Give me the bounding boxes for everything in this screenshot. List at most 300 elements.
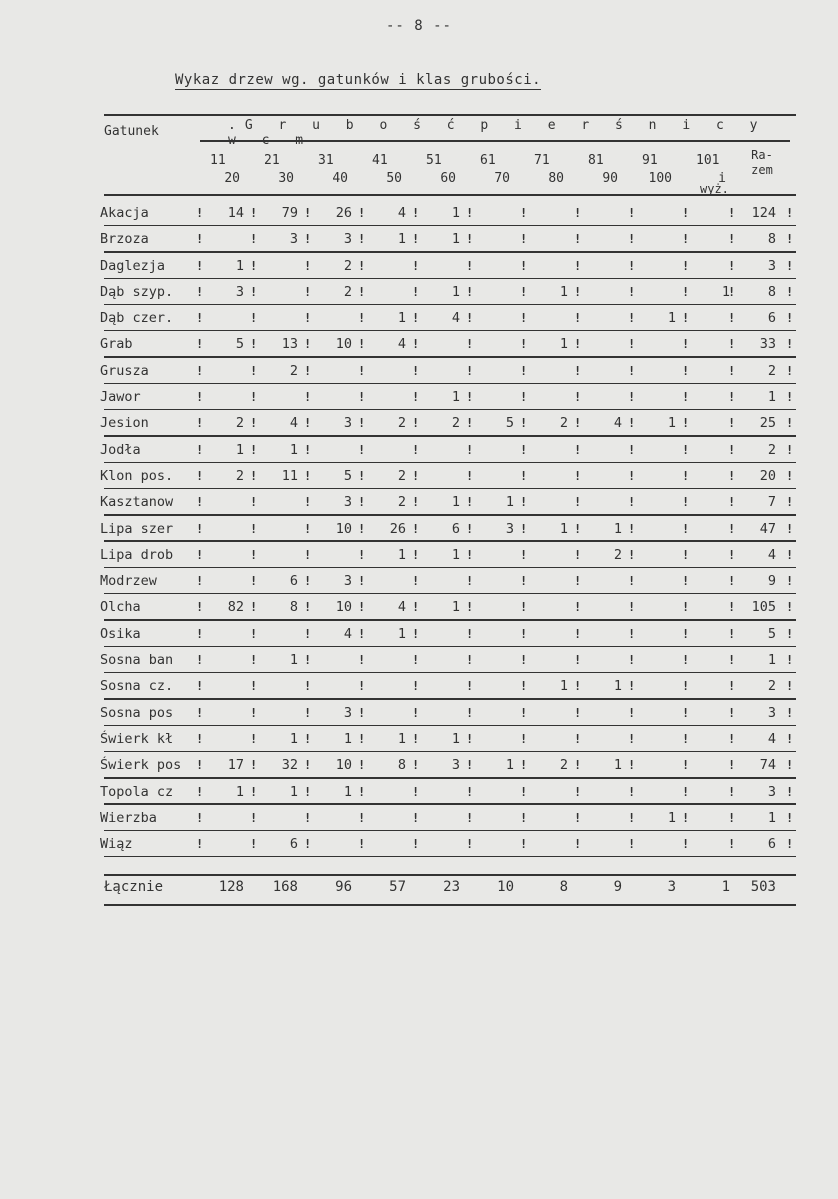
column-separator: ! bbox=[466, 495, 474, 510]
column-separator: ! bbox=[412, 679, 420, 694]
column-separator: ! bbox=[520, 731, 528, 746]
column-separator: ! bbox=[628, 574, 636, 589]
summary-cell: 9 bbox=[613, 879, 622, 895]
row-total: 6 bbox=[767, 310, 776, 327]
column-separator: ! bbox=[250, 731, 258, 746]
column-separator: ! bbox=[466, 600, 474, 615]
column-separator: ! bbox=[628, 363, 636, 378]
table-row bbox=[96, 570, 796, 596]
column-separator: ! bbox=[520, 232, 528, 247]
column-separator: ! bbox=[628, 337, 636, 352]
column-separator: ! bbox=[628, 758, 636, 773]
column-separator: ! bbox=[786, 574, 794, 589]
table-cell: 5 bbox=[235, 336, 244, 353]
column-separator: ! bbox=[304, 731, 312, 746]
column-separator: ! bbox=[412, 390, 420, 405]
column-separator: ! bbox=[682, 232, 690, 247]
column-separator: ! bbox=[466, 416, 474, 431]
row-total: 1 bbox=[767, 809, 776, 826]
column-separator: ! bbox=[466, 232, 474, 247]
column-separator: ! bbox=[682, 495, 690, 510]
column-separator: ! bbox=[574, 363, 582, 378]
column-separator: ! bbox=[728, 206, 736, 220]
column-separator: ! bbox=[628, 810, 636, 825]
species-name: Jawor bbox=[100, 389, 141, 406]
header-class-51 bbox=[416, 152, 470, 188]
column-separator: ! bbox=[466, 337, 474, 352]
column-separator: ! bbox=[466, 390, 474, 405]
table-row bbox=[96, 623, 796, 649]
column-separator: ! bbox=[466, 468, 474, 483]
column-separator: ! bbox=[304, 705, 312, 720]
row-total: 4 bbox=[767, 730, 776, 747]
column-separator: ! bbox=[358, 574, 366, 589]
header-class-41 bbox=[362, 152, 416, 188]
column-separator: ! bbox=[728, 442, 736, 457]
row-total: 8 bbox=[767, 283, 776, 300]
column-separator: ! bbox=[520, 311, 528, 326]
column-separator: ! bbox=[304, 416, 312, 431]
table-row bbox=[96, 807, 796, 833]
table-cell: 2 bbox=[613, 546, 622, 563]
species-name: Świerk kł bbox=[100, 730, 174, 747]
column-separator: ! bbox=[250, 653, 258, 668]
species-name: Wiąz bbox=[100, 836, 133, 853]
column-separator: ! bbox=[466, 810, 474, 825]
table-cell: 3 bbox=[343, 231, 352, 248]
header-last-suffix: wyż. bbox=[700, 182, 729, 196]
column-separator: ! bbox=[358, 390, 366, 405]
column-separator: ! bbox=[466, 258, 474, 273]
column-separator: ! bbox=[682, 731, 690, 746]
column-separator: ! bbox=[412, 495, 420, 510]
table-cell: 1 bbox=[397, 625, 406, 642]
table-cell: 4 bbox=[397, 336, 406, 353]
header-class-11 bbox=[200, 152, 254, 188]
column-separator: ! bbox=[728, 363, 736, 378]
column-separator: ! bbox=[628, 626, 636, 641]
column-separator: ! bbox=[520, 416, 528, 431]
column-separator: ! bbox=[196, 679, 204, 694]
row-total: 3 bbox=[767, 704, 776, 721]
header-class-upper: 60 bbox=[440, 171, 456, 186]
column-separator: ! bbox=[786, 758, 794, 773]
column-separator: ! bbox=[628, 258, 636, 273]
table-row bbox=[96, 202, 796, 228]
column-separator: ! bbox=[628, 284, 636, 299]
column-separator: ! bbox=[250, 284, 258, 299]
species-name: Akacja bbox=[100, 205, 149, 221]
table-cell: 2 bbox=[343, 283, 352, 300]
column-separator: ! bbox=[196, 784, 204, 799]
header-class-upper: 20 bbox=[224, 171, 240, 186]
column-separator: ! bbox=[682, 810, 690, 825]
table-cell: 4 bbox=[397, 205, 406, 221]
header-class-lower: 51 bbox=[426, 153, 442, 168]
summary-cell: 23 bbox=[443, 879, 460, 895]
header-class-upper: 90 bbox=[602, 171, 618, 186]
column-separator: ! bbox=[520, 206, 528, 220]
column-separator: ! bbox=[574, 574, 582, 589]
species-name: Modrzew bbox=[100, 573, 157, 590]
column-separator: ! bbox=[250, 784, 258, 799]
table-cell: 6 bbox=[289, 836, 298, 853]
column-separator: ! bbox=[466, 679, 474, 694]
table-cell: 2 bbox=[559, 415, 568, 432]
table-cell: 1 bbox=[289, 730, 298, 747]
column-separator: ! bbox=[628, 731, 636, 746]
table-cell: 8 bbox=[289, 599, 298, 616]
column-separator: ! bbox=[682, 784, 690, 799]
column-separator: ! bbox=[358, 731, 366, 746]
column-separator: ! bbox=[574, 390, 582, 405]
column-separator: ! bbox=[412, 547, 420, 562]
column-separator: ! bbox=[358, 468, 366, 483]
column-separator: ! bbox=[412, 784, 420, 799]
summary-cell: 168 bbox=[272, 879, 298, 895]
table-row bbox=[96, 833, 796, 859]
column-separator: ! bbox=[358, 416, 366, 431]
column-separator: ! bbox=[196, 600, 204, 615]
header-class-lower: 61 bbox=[480, 153, 496, 168]
column-separator: ! bbox=[786, 363, 794, 378]
column-separator: ! bbox=[786, 810, 794, 825]
column-separator: ! bbox=[304, 679, 312, 694]
table-cell: 1 bbox=[397, 310, 406, 327]
column-separator: ! bbox=[466, 574, 474, 589]
header-total: Ra- zem bbox=[751, 148, 773, 177]
column-separator: ! bbox=[628, 468, 636, 483]
species-name: Grusza bbox=[100, 362, 149, 379]
table-cell: 4 bbox=[613, 415, 622, 432]
column-separator: ! bbox=[786, 258, 794, 273]
table-row bbox=[96, 649, 796, 675]
column-separator: ! bbox=[412, 731, 420, 746]
summary-cell: 1 bbox=[721, 879, 730, 895]
row-total: 2 bbox=[767, 678, 776, 695]
column-separator: ! bbox=[786, 206, 794, 220]
table-cell: 1 bbox=[451, 389, 460, 406]
species-name: Topola cz bbox=[100, 783, 174, 800]
header-class-91 bbox=[632, 152, 686, 188]
row-total: 9 bbox=[767, 573, 776, 590]
table-cell: 2 bbox=[289, 362, 298, 379]
table-row bbox=[96, 307, 796, 333]
column-separator: ! bbox=[304, 574, 312, 589]
column-separator: ! bbox=[196, 495, 204, 510]
column-separator: ! bbox=[412, 258, 420, 273]
column-separator: ! bbox=[250, 206, 258, 220]
row-total: 74 bbox=[759, 757, 776, 774]
column-separator: ! bbox=[466, 547, 474, 562]
table-cell: 6 bbox=[451, 520, 460, 537]
summary-row bbox=[96, 874, 796, 914]
column-separator: ! bbox=[628, 495, 636, 510]
table-cell: 3 bbox=[505, 520, 514, 537]
row-total: 4 bbox=[767, 546, 776, 563]
row-total: 2 bbox=[767, 441, 776, 458]
table-cell: 3 bbox=[289, 231, 298, 248]
column-separator: ! bbox=[196, 363, 204, 378]
column-separator: ! bbox=[250, 337, 258, 352]
column-separator: ! bbox=[574, 442, 582, 457]
table-cell: 2 bbox=[397, 494, 406, 511]
column-separator: ! bbox=[628, 679, 636, 694]
column-separator: ! bbox=[682, 363, 690, 378]
header-class-upper: 30 bbox=[278, 171, 294, 186]
column-separator: ! bbox=[520, 284, 528, 299]
table-cell: 1 bbox=[451, 205, 460, 221]
column-separator: ! bbox=[358, 495, 366, 510]
species-name: Grab bbox=[100, 336, 133, 353]
header-diameter-group: .G r u b o ś ć p i e r ś n i c y w c m bbox=[228, 118, 767, 148]
column-separator: ! bbox=[786, 521, 794, 536]
summary-cell: 57 bbox=[389, 879, 406, 895]
column-separator: ! bbox=[628, 232, 636, 247]
column-separator: ! bbox=[682, 547, 690, 562]
column-separator: ! bbox=[466, 284, 474, 299]
header-class-lower: 91 bbox=[642, 153, 658, 168]
column-separator: ! bbox=[728, 495, 736, 510]
table-row bbox=[96, 386, 796, 412]
column-separator: ! bbox=[250, 468, 258, 483]
column-separator: ! bbox=[250, 416, 258, 431]
column-separator: ! bbox=[682, 390, 690, 405]
column-separator: ! bbox=[520, 705, 528, 720]
table-cell: 1 bbox=[667, 310, 676, 327]
column-separator: ! bbox=[466, 363, 474, 378]
table-cell: 1 bbox=[451, 231, 460, 248]
column-separator: ! bbox=[196, 626, 204, 641]
column-separator: ! bbox=[574, 731, 582, 746]
table-cell: 1 bbox=[613, 678, 622, 695]
row-total: 20 bbox=[759, 467, 776, 484]
summary-label: Łącznie bbox=[104, 879, 164, 895]
species-name: Jesion bbox=[100, 415, 149, 432]
column-separator: ! bbox=[358, 442, 366, 457]
table-cell: 2 bbox=[235, 467, 244, 484]
column-separator: ! bbox=[196, 521, 204, 536]
species-name: Dąb szyp. bbox=[100, 283, 174, 300]
column-separator: ! bbox=[466, 837, 474, 852]
column-separator: ! bbox=[250, 390, 258, 405]
column-separator: ! bbox=[520, 547, 528, 562]
column-separator: ! bbox=[786, 679, 794, 694]
table-row bbox=[96, 228, 796, 254]
column-separator: ! bbox=[628, 442, 636, 457]
column-separator: ! bbox=[466, 442, 474, 457]
column-separator: ! bbox=[786, 731, 794, 746]
column-separator: ! bbox=[728, 731, 736, 746]
table-cell: 5 bbox=[505, 415, 514, 432]
column-separator: ! bbox=[574, 232, 582, 247]
column-separator: ! bbox=[196, 206, 204, 220]
column-separator: ! bbox=[786, 232, 794, 247]
column-separator: ! bbox=[682, 705, 690, 720]
column-separator: ! bbox=[574, 810, 582, 825]
header-class-21 bbox=[254, 152, 308, 188]
table-cell: 1 bbox=[559, 520, 568, 537]
column-separator: ! bbox=[628, 206, 636, 220]
column-separator: ! bbox=[786, 416, 794, 431]
summary-cell: 10 bbox=[497, 879, 514, 895]
table-cell: 10 bbox=[335, 336, 352, 353]
column-separator: ! bbox=[250, 810, 258, 825]
header-class-upper: 40 bbox=[332, 171, 348, 186]
column-separator: ! bbox=[250, 547, 258, 562]
table-row bbox=[96, 754, 796, 780]
column-separator: ! bbox=[786, 337, 794, 352]
table-cell: 6 bbox=[289, 573, 298, 590]
column-separator: ! bbox=[412, 521, 420, 536]
row-total: 6 bbox=[767, 836, 776, 853]
table-row bbox=[96, 702, 796, 728]
column-separator: ! bbox=[520, 390, 528, 405]
column-separator: ! bbox=[520, 574, 528, 589]
column-separator: ! bbox=[304, 258, 312, 273]
column-separator: ! bbox=[628, 784, 636, 799]
column-separator: ! bbox=[304, 784, 312, 799]
column-separator: ! bbox=[304, 468, 312, 483]
column-separator: ! bbox=[250, 837, 258, 852]
column-separator: ! bbox=[786, 495, 794, 510]
column-separator: ! bbox=[682, 837, 690, 852]
table-cell: 10 bbox=[335, 757, 352, 774]
column-separator: ! bbox=[250, 363, 258, 378]
column-separator: ! bbox=[358, 337, 366, 352]
column-separator: ! bbox=[304, 758, 312, 773]
table-cell: 1 bbox=[397, 546, 406, 563]
column-separator: ! bbox=[412, 311, 420, 326]
table-cell: 26 bbox=[389, 520, 406, 537]
column-separator: ! bbox=[250, 495, 258, 510]
row-total: 1 bbox=[767, 652, 776, 669]
column-separator: ! bbox=[682, 468, 690, 483]
table-row bbox=[96, 333, 796, 359]
column-separator: ! bbox=[574, 311, 582, 326]
column-separator: ! bbox=[628, 390, 636, 405]
column-separator: ! bbox=[682, 574, 690, 589]
column-separator: ! bbox=[358, 311, 366, 326]
column-separator: ! bbox=[682, 258, 690, 273]
row-total: 124 bbox=[751, 205, 776, 221]
column-separator: ! bbox=[628, 653, 636, 668]
column-separator: ! bbox=[358, 547, 366, 562]
column-separator: ! bbox=[574, 653, 582, 668]
column-separator: ! bbox=[358, 784, 366, 799]
column-separator: ! bbox=[786, 442, 794, 457]
header-class-71 bbox=[524, 152, 578, 188]
header-class-upper: 50 bbox=[386, 171, 402, 186]
summary-total: 503 bbox=[750, 879, 776, 895]
column-separator: ! bbox=[250, 311, 258, 326]
table-cell: 1 bbox=[289, 783, 298, 800]
table-cell: 1 bbox=[559, 678, 568, 695]
column-separator: ! bbox=[358, 258, 366, 273]
table-cell: 1 bbox=[235, 783, 244, 800]
column-separator: ! bbox=[628, 547, 636, 562]
column-separator: ! bbox=[574, 206, 582, 220]
column-separator: ! bbox=[196, 810, 204, 825]
column-separator: ! bbox=[196, 311, 204, 326]
column-separator: ! bbox=[628, 705, 636, 720]
column-separator: ! bbox=[682, 284, 690, 299]
column-separator: ! bbox=[786, 653, 794, 668]
table-row bbox=[96, 412, 796, 438]
column-separator: ! bbox=[358, 679, 366, 694]
row-total: 1 bbox=[767, 389, 776, 406]
column-separator: ! bbox=[728, 626, 736, 641]
table-cell: 4 bbox=[289, 415, 298, 432]
column-separator: ! bbox=[358, 600, 366, 615]
column-separator: ! bbox=[304, 837, 312, 852]
table-cell: 1 bbox=[451, 494, 460, 511]
header-class-upper: 100 bbox=[648, 171, 672, 186]
column-separator: ! bbox=[412, 574, 420, 589]
column-separator: ! bbox=[466, 731, 474, 746]
column-separator: ! bbox=[358, 837, 366, 852]
column-separator: ! bbox=[412, 600, 420, 615]
column-separator: ! bbox=[358, 653, 366, 668]
column-separator: ! bbox=[728, 547, 736, 562]
species-name: Kasztanow bbox=[100, 494, 174, 511]
table-title: Wykaz drzew wg. gatunków i klas grubości. bbox=[175, 72, 542, 88]
column-separator: ! bbox=[728, 574, 736, 589]
column-separator: ! bbox=[358, 363, 366, 378]
row-total: 3 bbox=[767, 257, 776, 274]
column-separator: ! bbox=[682, 600, 690, 615]
column-separator: ! bbox=[304, 442, 312, 457]
column-separator: ! bbox=[250, 574, 258, 589]
header-class-61 bbox=[470, 152, 524, 188]
header-class-lower: 21 bbox=[264, 153, 280, 168]
column-separator: ! bbox=[466, 521, 474, 536]
table-cell: 1 bbox=[451, 283, 460, 300]
row-total: 2 bbox=[767, 362, 776, 379]
column-separator: ! bbox=[466, 626, 474, 641]
header-class-lower: 71 bbox=[534, 153, 550, 168]
species-name: Dąb czer. bbox=[100, 310, 174, 327]
column-separator: ! bbox=[728, 810, 736, 825]
table-cell: 4 bbox=[451, 310, 460, 327]
column-separator: ! bbox=[682, 626, 690, 641]
summary-cell: 3 bbox=[667, 879, 676, 895]
column-separator: ! bbox=[728, 311, 736, 326]
column-separator: ! bbox=[682, 679, 690, 694]
column-separator: ! bbox=[786, 547, 794, 562]
table-header bbox=[96, 114, 796, 198]
summary-cell: 96 bbox=[335, 879, 352, 895]
table-cell: 26 bbox=[335, 205, 352, 221]
column-separator: ! bbox=[304, 390, 312, 405]
column-separator: ! bbox=[628, 837, 636, 852]
column-separator: ! bbox=[196, 442, 204, 457]
column-separator: ! bbox=[520, 837, 528, 852]
table-row bbox=[96, 491, 796, 517]
header-species: Gatunek bbox=[104, 124, 159, 139]
column-separator: ! bbox=[574, 416, 582, 431]
column-separator: ! bbox=[728, 337, 736, 352]
row-total: 7 bbox=[767, 494, 776, 511]
header-class-upper: 80 bbox=[548, 171, 564, 186]
row-total: 5 bbox=[767, 625, 776, 642]
column-separator: ! bbox=[786, 784, 794, 799]
column-separator: ! bbox=[682, 416, 690, 431]
column-separator: ! bbox=[412, 758, 420, 773]
column-separator: ! bbox=[250, 521, 258, 536]
species-name: Sosna pos bbox=[100, 704, 174, 721]
row-total: 3 bbox=[767, 783, 776, 800]
